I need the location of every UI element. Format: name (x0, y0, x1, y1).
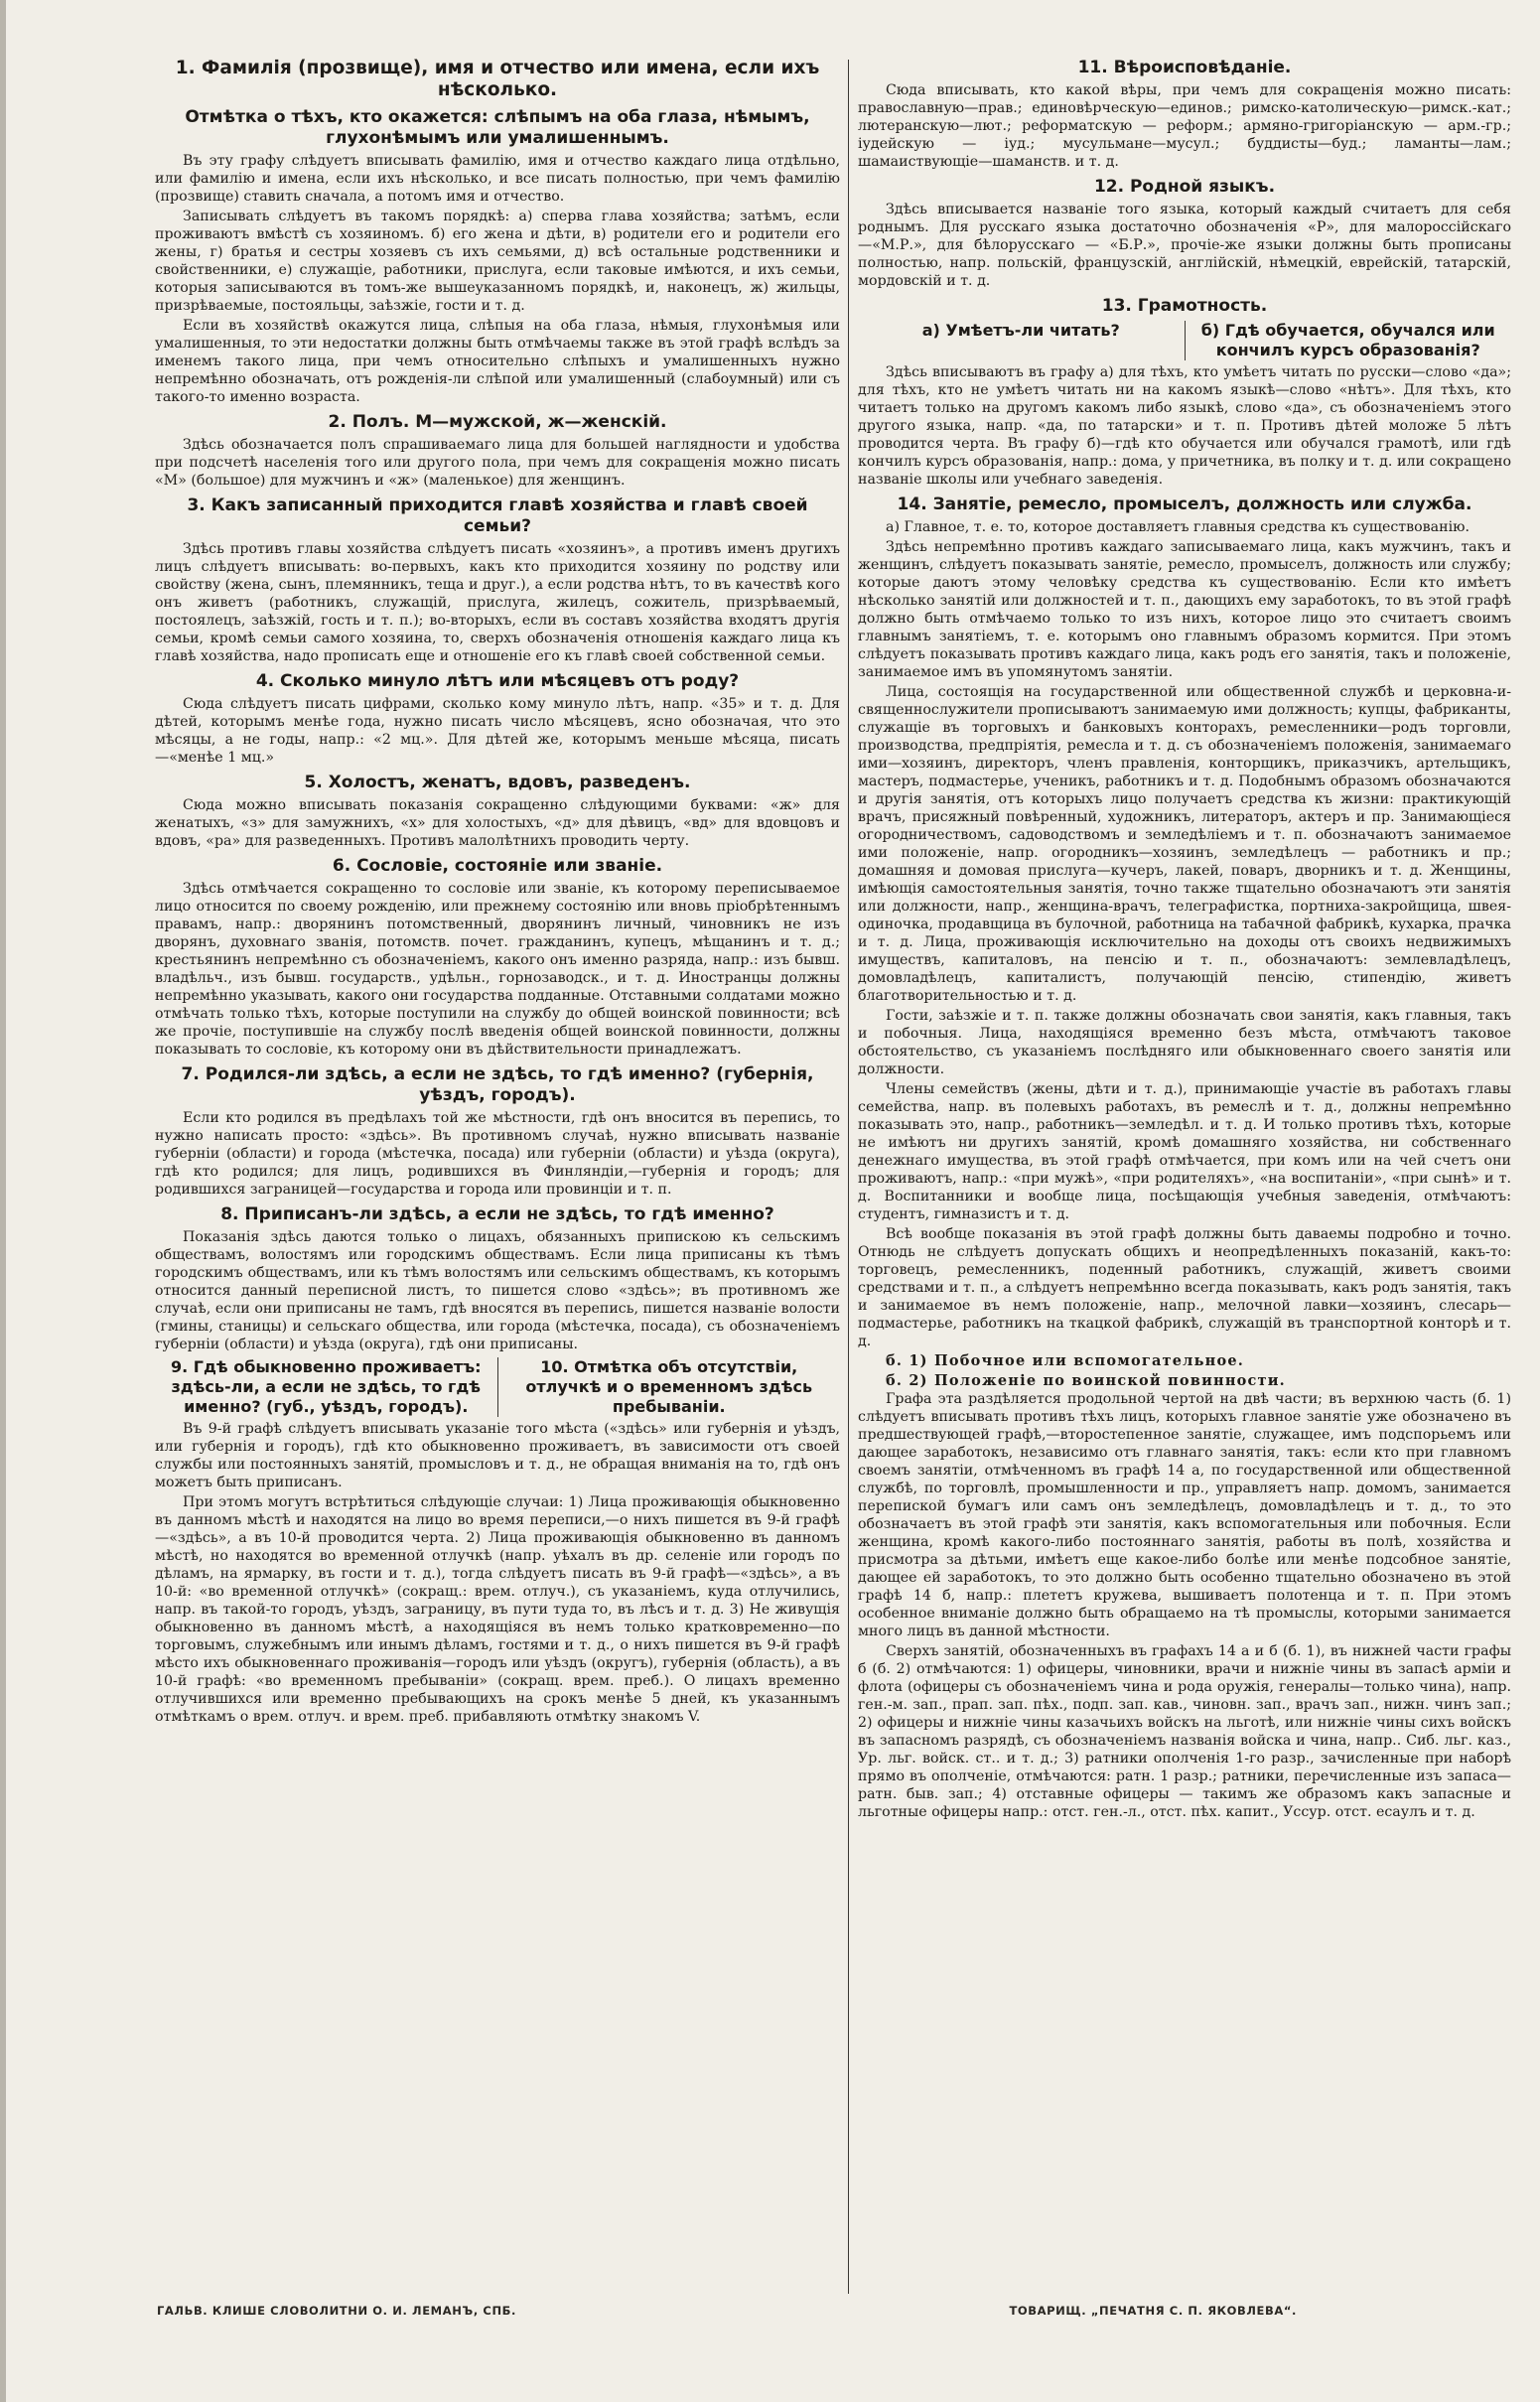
section-14-paragraph: Лица, состоящія на государственной или общественной службѣ и церковна-и-священнослужители прописываютъ занимаемую ими должность; купцы, фабриканты, служащіе въ торговыхъ и банковыхъ конторахъ, ремесленники—родъ торговли, производства, предпріятія, ремесла и т. д. съ обозначеніемъ положенія, занимаемаго ими—хозяинъ, директоръ, членъ правленія, конторщикъ, приказчикъ, артельщикъ, мастеръ, подмастерье, ученикъ, работникъ и т. д. Подобнымъ образомъ обозначаются и другія занятія, отъ которыхъ лицо получаетъ средства къ жизни: практикующій врачъ, присяжный повѣренный, художникъ, литераторъ, актеръ и пр. Занимающіеся огородничествомъ, садоводствомъ и земледѣліемъ и т. п. обозначаютъ занимаемое ими положеніе, напр. огородникъ—хозяинъ, земледѣлецъ — работникъ и пр.; домашняя и домовая прислуга—кучеръ, лакей, поваръ, дворникъ и т. д. Женщины, имѣющія самостоятельныя занятія, точно также тщательно обозначаютъ эти занятія или должности, напр., женщина-врачъ, телеграфистка, портниха-закройщица, швея-одиночка, продавщица въ булочной, работница на табачной фабрикѣ, кухарка, прачка и т. д. Лица, проживающія исключительно на доходы отъ своихъ недвижимыхъ имуществъ, капиталовъ, на пенсію и т. п., обозначаютъ: землевладѣлецъ, домовладѣлецъ, капиталистъ, получающій пенсію, стипендію, живетъ благотворительностью и т. д. (858, 684, 1511, 1004)
section-7-paragraph: Если кто родился въ предѣлахъ той же мѣстности, гдѣ онъ вносится въ перепись, то нужно написать просто: «здѣсь». Въ противномъ случаѣ, нужно вписывать названіе губерніи (области) и города (мѣстечка, посада) или губерніи (области) и уѣзда (округа), гдѣ кто родился; для лицъ, родившихся въ Финляндіи,—губернія и городъ; для родившихся заграницей—государства и города или провинціи и т. п. (155, 1110, 840, 1198)
left-column (155, 52, 840, 2286)
section-14-paragraph: а) Главное, т. е. то, которое доставляетъ главныя средства къ существованію. (886, 519, 1470, 535)
section-9-paragraph: При этомъ могутъ встрѣтиться слѣдующіе случаи: 1) Лица проживающія обыкновенно въ данномъ мѣстѣ и находятся на лицо во время переписи,—о нихъ пишется въ 9-й графѣ—«здѣсь», а въ 10-й проводится черта. 2) Лица проживающія обыкновенно въ данномъ мѣстѣ, но находятся во временной отлучкѣ (напр. уѣхалъ въ др. селеніе или городъ по дѣламъ, на ярмарку, въ гости и т. д.), тогда слѣдуетъ писать въ 9-й графѣ—«здѣсь», а въ 10-й: «во временной отлучкѣ» (сокращ.: врем. отлуч.), съ указаніемъ, куда отлучились, напр. въ такой-то городъ, уѣздъ, заграницу, въ пути туда то, въ лѣсъ и т. д. 3) Не живущія обыкновенно въ данномъ мѣстѣ, а находящіяся въ немъ только кратковременно—по торговымъ, служебнымъ или инымъ дѣламъ, гостями и т. д., о нихъ пишется въ 9-й графѣ мѣсто ихъ обыкновеннаго проживанія—городъ или уѣздъ (округъ), губернія (область), а въ 10-й графѣ: «во временномъ пребываніи» (сокращ. врем. преб.). О лицахъ временно отлучившихся или временно пребывающихъ на срокъ менѣе 5 дней, къ указаннымъ отмѣткамъ о врем. отлуч. и врем. преб. прибавляють отмѣтку знакомъ V. (155, 1494, 840, 1725)
section-6-title: 6. Сословіе, состояніе или званіе. (332, 856, 663, 876)
section-13-b-label: б) Гдѣ обучается, обучался или кончилъ курсъ образованія? (1185, 321, 1512, 360)
column-divider (848, 60, 849, 2294)
section-3-paragraph: Здѣсь противъ главы хозяйства слѣдуетъ писать «хозяинъ», а противъ именъ другихъ лицъ слѣдуетъ вписывать: во-первыхъ, какъ кто приходится хозяину по родству или свойству (жена, сынъ, племянникъ, теща и друг.), а если родства нѣтъ, то въ качествѣ кого онъ живетъ (работникъ, служащій, прислуга, жилецъ, сожитель, призрѣваемый, постоялецъ, заѣзжій, гость и т. п.); во-вторыхъ, если въ составъ хозяйства входятъ другія семьи, кромѣ семьи самого хозяина, то, сверхъ обозначенія отношенія каждаго лица къ главѣ хозяйства, надо прописать еще и отношеніе его къ главѣ своей собственной семьи. (155, 541, 840, 664)
section-2-title: 2. Полъ. М—мужской, ж—женскій. (328, 412, 667, 432)
section-9-paragraph: Въ 9-й графѣ слѣдуетъ вписывать указаніе того мѣста («здѣсь» или губернія и уѣздъ, или губернія и городъ), гдѣ кто обыкновенно проживаетъ, въ зависимости отъ своей службы или постоянныхъ занятій, промысловъ и т. д., не обращая вниманія на то, гдѣ онъ можетъ быть приписанъ. (155, 1421, 840, 1490)
section-10-title: 10. Отмѣтка объ отсутствіи, отлучкѣ и о временномъ здѣсь пребываніи. (497, 1357, 841, 1417)
section-12-paragraph: Здѣсь вписывается названіе того языка, который каждый считаетъ для себя роднымъ. Для русскаго языка достаточно обозначенія «Р», для малороссійскаго—«М.Р.», для бѣлорусскаго — «Б.Р.», прочіе-же языки должны быть прописаны полностью, напр. польскій, французскій, англійскій, нѣмецкій, еврейскій, татарскій, мордовскій и т. д. (858, 202, 1511, 289)
section-12-title: 12. Родной языкъ. (1093, 177, 1276, 197)
section-5-paragraph: Сюда можно вписывать показанія сокращенно слѣдующими буквами: «ж» для женатыхъ, «з» для замужнихъ, «х» для холостыхъ, «д» для дѣвицъ, «вд» для вдовцовъ и вдовъ, «ра» для разведенныхъ. Противъ малолѣтнихъ проводить черту. (155, 797, 840, 849)
section-9-title: 9. Гдѣ обыкновенно проживаетъ: здѣсь-ли, а если не здѣсь, то гдѣ именно? (губ., уѣздъ, городъ). (170, 1357, 482, 1416)
section-1-paragraph: Въ эту графу слѣдуетъ вписывать фамилію, имя и отчество каждаго лица отдѣльно, или фамилію и имена, если ихъ нѣсколько, и все писать полностью, при чемъ фамилію (прозвище) ставить сначала, а потомъ имя и отчество. (155, 153, 840, 205)
section-14-b2-label: б. 2) Положеніе по воинской повинности. (886, 1372, 1286, 1389)
section-1-paragraph: Если въ хозяйствѣ окажутся лица, слѣпыя на оба глаза, нѣмыя, глухонѣмыя или умалишенныя, то эти недостатки должны быть отмѣчаемы также въ этой графѣ вслѣдъ за именемъ такого лица, при чемъ относительно слѣпыхъ и умалишенныхъ нужно непремѣнно обозначать, отъ рожденія-ли слѣпой или умалишенный (слабоумный) или съ такого-то именно возраста. (155, 318, 840, 405)
section-3-title: 3. Какъ записанный приходится главѣ хозяйства и главѣ своей семьи? (187, 495, 808, 536)
section-1-title: 1. Фамилія (прозвище), имя и отчество или имена, если ихъ нѣсколько. (175, 58, 820, 100)
section-13-paragraph: Здѣсь вписываютъ въ графу а) для тѣхъ, кто умѣетъ читать по русски—слово «да»; для тѣхъ, кто не умѣетъ читать ни на какомъ языкѣ—слово «нѣтъ». Для тѣхъ, кто читаетъ только на другомъ какомъ либо языкѣ, слово «да», съ обозначеніемъ этого другого языка, напр. «да, по татарски» и т. п. Противъ дѣтей моложе 5 лѣтъ проводится черта. Въ графу б)—гдѣ кто обучается или обучался грамотѣ, или гдѣ кончилъ курсъ образованія, напр.: дома, у причетника, въ полку и т. д. или сокращено названіе школы или учебнаго заведенія. (858, 364, 1511, 488)
section-14-title: 14. Занятіе, ремесло, промыселъ, должность или служба. (897, 495, 1472, 514)
section-8-title: 8. Приписанъ-ли здѣсь, а если не здѣсь, то гдѣ именно? (220, 1204, 774, 1224)
section-11-title: 11. Вѣроисповѣданіе. (1077, 58, 1292, 77)
section-8-paragraph: Показанія здѣсь даются только о лицахъ, обязанныхъ припискою къ сельскимъ обществамъ, волостямъ или городскимъ обществамъ. Если лица приписаны къ тѣмъ городскимъ обществамъ, или къ тѣмъ волостямъ или сельскимъ обществамъ, къ которымъ относится данный переписной листъ, то пишется слово «здѣсь»; въ противномъ же случаѣ, если они приписаны не тамъ, гдѣ вносятся въ перепись, пишется названіе волости (гмины, станицы) и сельскаго общества, или города (мѣстечка, посада), съ обозначеніемъ губерніи (области) и уѣзда (округа), гдѣ они приписаны. (155, 1229, 840, 1352)
section-13-a-label: а) Умѣетъ-ли читать? (921, 321, 1120, 340)
section-5-title: 5. Холостъ, женатъ, вдовъ, разведенъ. (304, 773, 691, 792)
section-13-title: 13. Грамотность. (1101, 296, 1268, 316)
section-4-paragraph: Сюда слѣдуетъ писать цифрами, сколько кому минуло лѣтъ, напр. «35» и т. д. Для дѣтей, которымъ менѣе года, нужно писать число мѣсяцевъ, ясно обозначая, что это мѣсяцы, а не годы, напр.: «2 мц.». Для дѣтей же, которымъ меньше мѣсяца, писать—«менѣе 1 мц.» (155, 696, 840, 766)
section-1-subtitle: Отмѣтка о тѣхъ, кто окажется: слѣпымъ на оба глаза, нѣмымъ, глухонѣмымъ или умалишеннымъ. (185, 107, 810, 148)
section-7-title: 7. Родился-ли здѣсь, а если не здѣсь, то гдѣ именно? (губернія, уѣздъ, городъ). (181, 1064, 814, 1105)
section-2-paragraph: Здѣсь обозначается полъ спрашиваемаго лица для большей наглядности и удобства при подсчетѣ населенія того или другого пола, при чемъ для сокращенія можно писать «М» (большое) для мужчинъ и «ж» (маленькое) для женщинъ. (155, 437, 840, 489)
right-column (858, 52, 1511, 2286)
section-13-subheader (858, 321, 1511, 360)
section-14-paragraph: Члены семействъ (жены, дѣти и т. д.), принимающіе участіе въ работахъ главы семейства, напр. въ полевыхъ работахъ, въ ремеслѣ и т. д., должны непремѣнно показывать это, напр., работникъ—земледѣл. и т. д. И только противъ тѣхъ, которые не имѣютъ ни другихъ занятій, кромѣ домашняго хозяйства, ни собственнаго денежнаго имущества, въ этой графѣ отмѣчается, при комъ или на чей счетъ они проживаютъ, напр.: «при мужѣ», «при родителяхъ», «на воспитаніи», «при сынѣ» и т. д. Воспитанники и вообще лица, посѣщающія учебныя заведенія, отмѣчаютъ: студентъ, гимназистъ и т. д. (858, 1081, 1511, 1222)
section-14-paragraph: Всѣ вообще показанія въ этой графѣ должны быть даваемы подробно и точно. Отнюдь не слѣдуетъ допускать общихъ и неопредѣленныхъ показаній, какъ-то: торговецъ, ремесленникъ, поденный работникъ, служащій, живетъ своими средствами и т. п., а слѣдуетъ непремѣнно всегда показывать, какъ родъ занятія, такъ и занимаемое въ немъ положеніе, напр., мелочной лавки—хозяинъ, слесарь—подмастерье, работникъ на ткацкой фабрикѣ, служащій въ транспортной конторѣ и т. д. (858, 1226, 1511, 1349)
section-14-paragraph: Гости, заѣзжіе и т. п. также должны обозначать свои занятія, какъ главныя, такъ и побочныя. Лица, находящіяся временно безъ мѣста, отмѣчаютъ таковое обстоятельство, съ указаніемъ послѣдняго или обыкновеннаго своего занятія или должности. (858, 1008, 1511, 1077)
printer-credit-right: ТОВАРИЩ. „ПЕЧАТНЯ С. П. ЯКОВЛЕВА“. (1009, 2304, 1297, 2318)
section-11-paragraph: Сюда вписывать, кто какой вѣры, при чемъ для сокращенія можно писать: православную—прав.; единовѣрческую—единов.; римско-католическую—римск.-кат.; лютеранскую—лют.; реформатскую — реформ.; армяно-григоріанскую — арм.-гр.; іудейскую — іуд.; мусульмане—мусул.; буддисты—буд.; ламанты—лам.; шамаиствующіе—шаманств. и т. д. (858, 82, 1511, 170)
section-14-paragraph: Сверхъ занятій, обозначенныхъ въ графахъ 14 а и б (б. 1), въ нижней части графы б (б. 2) отмѣчаются: 1) офицеры, чиновники, врачи и нижніе чины въ запасѣ арміи и флота (офицеры съ обозначеніемъ чина и рода оружія, генералы—только чина), напр. ген.-м. зап., прап. зап. пѣх., подп. зап. кав., чиновн. зап., врачъ зап., нижн. чинъ зап.; 2) офицеры и нижніе чины казачьихъ войскъ на льготѣ, или нижніе чины сихъ войскъ въ запасномъ разрядѣ, съ обозначеніемъ названія войска и чина, напр.. Сиб. льг. каз., Ур. льг. войск. ст.. и т. д.; 3) ратники ополченія 1-го разр., зачисленные при наборѣ прямо въ ополченіе, отмѣчаются: ратн. 1 разр.; ратники, перечисленные изъ запаса—ратн. быв. зап.; 4) отставные офицеры — такимъ же образомъ какъ запасные и льготные офицеры напр.: отст. ген.-л., отст. пѣх. капит., Уссур. отст. есаулъ и т. д. (858, 1643, 1511, 1820)
printer-credit-left: ГАЛЬВ. КЛИШЕ СЛОВОЛИТНИ О. И. ЛЕМАНЪ, СПБ. (157, 2304, 517, 2318)
section-4-title: 4. Сколько минуло лѣтъ или мѣсяцевъ отъ роду? (255, 671, 740, 691)
section-14-paragraph: Здѣсь непремѣнно противъ каждаго записываемаго лица, какъ мужчинъ, такъ и женщинъ, слѣдуетъ показывать занятіе, ремесло, промыселъ, должность или службу; которые даютъ этому человѣку средства къ существованію. Если кто имѣетъ нѣсколько занятій или должностей и т. п., дающихъ ему заработокъ, то въ этой графѣ должно быть отмѣчаемо только то изъ нихъ, которое лицо это считаетъ своимъ главнымъ занятіемъ, т. е. которымъ оно главнымъ образомъ кормится. При этомъ слѣдуетъ показывать противъ каждаго лица, какъ родъ его занятія, такъ и положеніе, занимаемое имъ въ упомянутомъ занятіи. (858, 539, 1511, 680)
section-14-paragraph: Графа эта раздѣляется продольной чертой на двѣ части; въ верхнюю часть (б. 1) слѣдуетъ вписывать противъ тѣхъ лицъ, которыхъ главное занятіе уже обозначено въ предшествующей графѣ,—второстепенное занятіе, служащее, имъ подспорьемъ или дающее заработокъ, независимо отъ главнаго занятія, такъ: если кто при главномъ своемъ занятіи, отмѣченномъ въ графѣ 14 а, по государственной или общественной службѣ, по торговлѣ, промышленности и пр., управляетъ напр. домомъ, занимается перепиской бумагъ или самъ онъ земледѣлецъ, домовладѣлецъ и т. д., то это обозначаетъ въ этой графѣ эти занятія, какъ вспомогательныя или побочныя. Если женщина, кромѣ какого-либо постояннаго занятія, работы въ полѣ, хозяйства и присмотра за дѣтьми, имѣетъ еще какое-либо болѣе или менѣе подсобное занятіе, дающее ей заработокъ, то это должно быть особенно тщательно обозначено въ этой графѣ 14 б, напр.: плететъ кружева, вышиваетъ полотенца и т. п. При этомъ особенное вниманіе должно быть обращаемо на тѣ промыслы, которыми занимается много лицъ въ данной мѣстности. (858, 1391, 1511, 1639)
section-14-b1-label: б. 1) Побочное или вспомогательное. (886, 1352, 1244, 1369)
sections-9-10-header (155, 1357, 840, 1417)
section-1-paragraph: Записывать слѣдуетъ въ такомъ порядкѣ: а) сперва глава хозяйства; затѣмъ, если проживаютъ вмѣстѣ съ хозяиномъ. б) его жена и дѣти, в) родители его и родители его жены, г) братья и сестры хозяевъ съ ихъ семьями, д) всѣ остальные родственники и свойственники, е) служащіе, работники, прислуга, если таковые имѣются, и ихъ семьи, которыя записываются въ томъ-же вышеуказанномъ порядкѣ, и, наконецъ, ж) жильцы, призрѣваемые, постояльцы, заѣзжіе, гости и т. д. (155, 209, 840, 314)
section-6-paragraph: Здѣсь отмѣчается сокращенно то сословіе или званіе, къ которому переписываемое лицо относится по своему рожденію, или прежнему состоянію или вновь пріобрѣтеннымъ правамъ, напр.: дворянинъ потомственный, дворянинъ личный, чиновникъ не изъ дворянъ, духовнаго званія, потомств. почет. гражданинъ, купецъ, мѣщанинъ и т. д.; крестьянинъ непремѣнно съ обозначеніемъ, какого онъ именно разряда, напр.: изъ бывш. владѣльч., изъ бывш. государств., удѣльн., горнозаводск., и т. д. Иностранцы должны непремѣнно указывать, какого они государства подданные. Отставными солдатами можно отмѣчать только тѣхъ, которые поступили на службу до общей воинской повинности; всѣ же прочіе, поступившіе на службу послѣ введенія общей воинской повинности, должны показывать то сословіе, къ которому они въ дѣйствительности принадлежатъ. (155, 881, 840, 1058)
